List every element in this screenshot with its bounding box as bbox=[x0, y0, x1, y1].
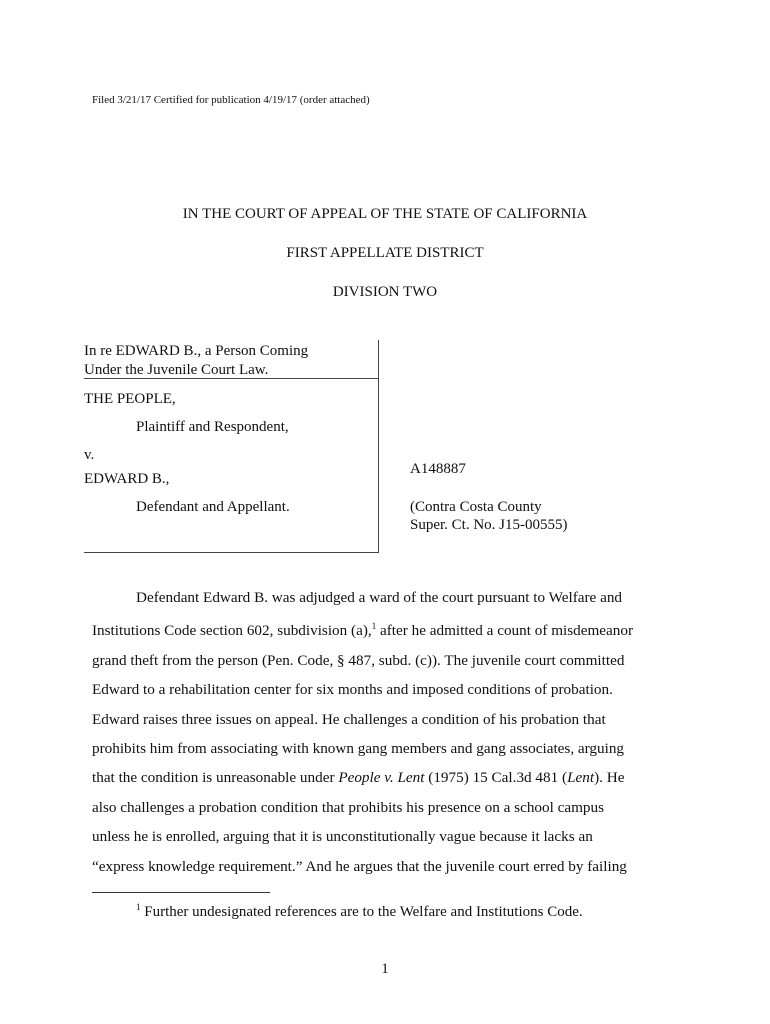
defendant-role: Defendant and Appellant. bbox=[136, 499, 290, 515]
footnote-marker: 1 bbox=[136, 902, 141, 912]
body-line: Institutions Code section 602, subdivision (a),$^1$ after he admitted a count of misdemeanor bbox=[92, 621, 634, 640]
in-re-line-1: In re EDWARD B., a Person Coming bbox=[84, 343, 309, 359]
body-line: unless he is enrolled, arguing that it is unconstitutionally vague because it lacks an bbox=[92, 828, 593, 846]
plaintiff-role: Plaintiff and Respondent, bbox=[136, 419, 289, 435]
body-line: that the condition is unreasonable under People v. Lent (1975) 15 Cal.3d 481 (Lent). He bbox=[92, 769, 625, 787]
case-number: A148887 bbox=[410, 461, 466, 477]
page-number: 1 bbox=[381, 961, 389, 977]
case-short-name: Lent bbox=[567, 769, 595, 787]
body-line: also challenges a probation condition that prohibits his presence on a school campus bbox=[92, 798, 605, 816]
footnote-ref[interactable]: 1 bbox=[371, 621, 377, 632]
footnote-separator bbox=[92, 892, 270, 893]
body-line: Edward raises three issues on appeal. He challenges a condition of his probation that bbox=[92, 710, 606, 728]
body-line: Edward to a rehabilitation center for six months and imposed conditions of probation. bbox=[92, 681, 613, 699]
body-line: Defendant Edward B. was adjudged a ward of the court pursuant to Welfare and bbox=[136, 589, 623, 606]
county-line-1: (Contra Costa County bbox=[410, 499, 542, 515]
division: DIVISION TWO bbox=[332, 284, 438, 300]
plaintiff-name: THE PEOPLE, bbox=[84, 391, 176, 407]
in-re-line-2: Under the Juvenile Court Law. bbox=[84, 362, 269, 378]
body-line: prohibits him from associating with known gang members and gang associates, arguing bbox=[92, 740, 625, 758]
body-line: “express knowledge requirement.” And he argues that the juvenile court erred by failing bbox=[92, 857, 627, 875]
footnote: $^1$ Further undesignated references are to the Welfare and Institutions Code. bbox=[136, 902, 583, 920]
court-name: IN THE COURT OF APPEAL OF THE STATE OF CALIFORNIA bbox=[182, 206, 588, 222]
county-line-2: Super. Ct. No. J15-00555) bbox=[410, 517, 568, 533]
appellate-district: FIRST APPELLATE DISTRICT bbox=[286, 245, 484, 261]
body-line: grand theft from the person (Pen. Code, § 487, subd. (c)). The juvenile court committed bbox=[92, 651, 625, 669]
versus: v. bbox=[84, 447, 95, 463]
defendant-name: EDWARD B., bbox=[84, 471, 170, 487]
opinion-body bbox=[92, 583, 682, 881]
filing-notice: Filed 3/21/17 Certified for publication 4/19/17 (order attached) bbox=[92, 94, 370, 106]
case-citation: People v. Lent bbox=[338, 769, 425, 787]
